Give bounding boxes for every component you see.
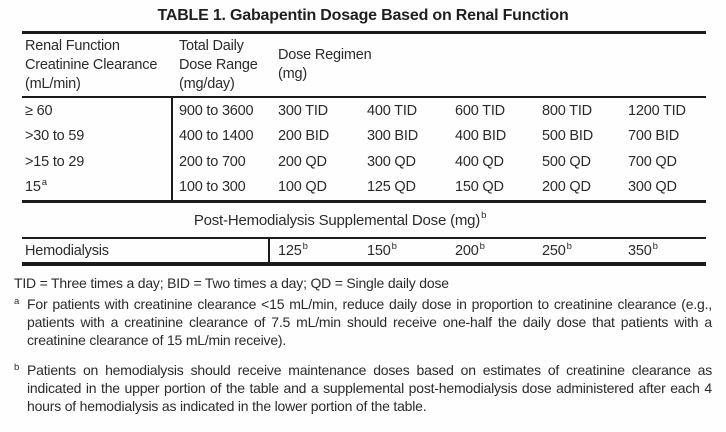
footnote-b — [14, 361, 712, 415]
cell-text: 150 — [367, 242, 391, 259]
dosage-table — [22, 31, 706, 266]
header-line: Creatinine Clearance — [25, 57, 158, 73]
cell-text: >15 to 29 — [25, 153, 85, 170]
footnote-a-marker: a — [14, 296, 20, 307]
cell-regimen: 125 QD — [367, 179, 416, 196]
header-total-daily-dose — [173, 34, 270, 96]
cell-supplemental-dose: 200 $^b$ — [455, 240, 485, 259]
cell-regimen: 1200 TID — [628, 102, 686, 119]
cell-regimen: 200 QD — [278, 153, 327, 170]
cell-regimen: 700 QD — [628, 153, 677, 170]
footnote-a-text: For patients with creatinine clearance <15 mL/min, reduce daily dose in proportion to creatinine clearance (e.g., patients with a creatinine clearance of 7.5 mL/min should receive one-half the daily dose that patients with a creatinine clearance of 15 mL/min receive). — [27, 296, 712, 348]
cell-supplemental-dose: 350 $^b$ — [628, 240, 658, 259]
cell-regimen: 300 BID — [367, 128, 418, 145]
table-title: TABLE 1. Gabapentin Dosage Based on Renal Function — [157, 7, 569, 24]
cell-renal — [22, 98, 173, 124]
table-header-row — [22, 34, 706, 96]
cell-text: 350 — [628, 242, 652, 259]
cell-text: 15 — [25, 179, 41, 196]
upper-table-body — [22, 98, 706, 200]
cell-dose-range: 900 to 3600 — [179, 102, 254, 119]
cell-renal — [22, 124, 173, 150]
cell-supplemental-dose: 150 $^b$ — [367, 240, 397, 259]
cell-regimen: 400 QD — [455, 153, 504, 170]
footnote-b-text: Patients on hemodialysis should receive maintenance doses based on estimates of creatinine clearance as indicated in the upper portion of the table and a supplemental post-hemodialysis dose administered after each 4 hours of hemodialysis as indicated in the lower portion of the table. — [27, 362, 712, 414]
rule-table-bottom — [22, 262, 706, 266]
header-dose-regimen — [270, 46, 706, 84]
cell-supplemental-dose: 125 $^b$ — [278, 240, 308, 259]
cell-regimen: 500 BID — [542, 128, 593, 145]
cell-dose-range: 200 to 700 — [179, 153, 246, 170]
band-label: Post-Hemodialysis Supplemental Dose (mg) — [193, 211, 481, 229]
header-line: (mL/min) — [25, 76, 81, 92]
cell-regimen: 600 TID — [455, 102, 505, 119]
header-line: (mg) — [278, 66, 308, 82]
cell-renal — [22, 149, 173, 175]
header-line: (mg/day) — [179, 76, 235, 92]
cell-regimen: 400 TID — [367, 102, 417, 119]
cell-supplemental-dose: 250 $^b$ — [542, 240, 572, 259]
cell-text: ≥ 60 — [25, 102, 53, 119]
cell-regimen: 400 BID — [455, 128, 506, 145]
cell-text: 250 — [542, 242, 566, 259]
cell-regimen: 150 QD — [455, 179, 504, 196]
cell-regimen: 100 QD — [278, 179, 327, 196]
cell-dose-range: 400 to 1400 — [179, 128, 254, 145]
header-line: Total Daily — [179, 38, 244, 54]
post-hemodialysis-band: Post-Hemodialysis Supplemental Dose (mg) $^b$ — [193, 210, 487, 229]
cell-regimen: 300 QD — [628, 179, 677, 196]
cell-regimen: 200 QD — [542, 179, 591, 196]
footnote-a — [14, 295, 712, 349]
footnotes — [14, 274, 712, 415]
header-renal-function — [22, 34, 173, 96]
cell-text: >30 to 59 — [25, 128, 85, 145]
cell-regimen: 300 TID — [278, 102, 328, 119]
cell-regimen: 700 BID — [628, 128, 679, 145]
header-line: Dose Range — [179, 57, 258, 73]
cell-dose-range: 100 to 300 — [179, 179, 246, 196]
cell-hemodialysis-label: Hemodialysis — [22, 239, 270, 262]
cell-renal: 15 $^a$ — [22, 175, 173, 201]
header-line: Dose Regimen — [278, 47, 372, 63]
cell-text: 125 — [278, 242, 302, 259]
hemodialysis-row — [22, 239, 706, 262]
cell-text: 200 — [455, 242, 479, 259]
abbreviations-line: TID = Three times a day; BID = Two times a day; QD = Single daily dose — [14, 275, 449, 291]
header-line: Renal Function — [25, 38, 120, 54]
cell-regimen: 200 BID — [278, 128, 329, 145]
cell-regimen: 500 QD — [542, 153, 591, 170]
cell-regimen: 300 QD — [367, 153, 416, 170]
footnote-b-marker: b — [14, 362, 20, 373]
cell-regimen: 800 TID — [542, 102, 592, 119]
